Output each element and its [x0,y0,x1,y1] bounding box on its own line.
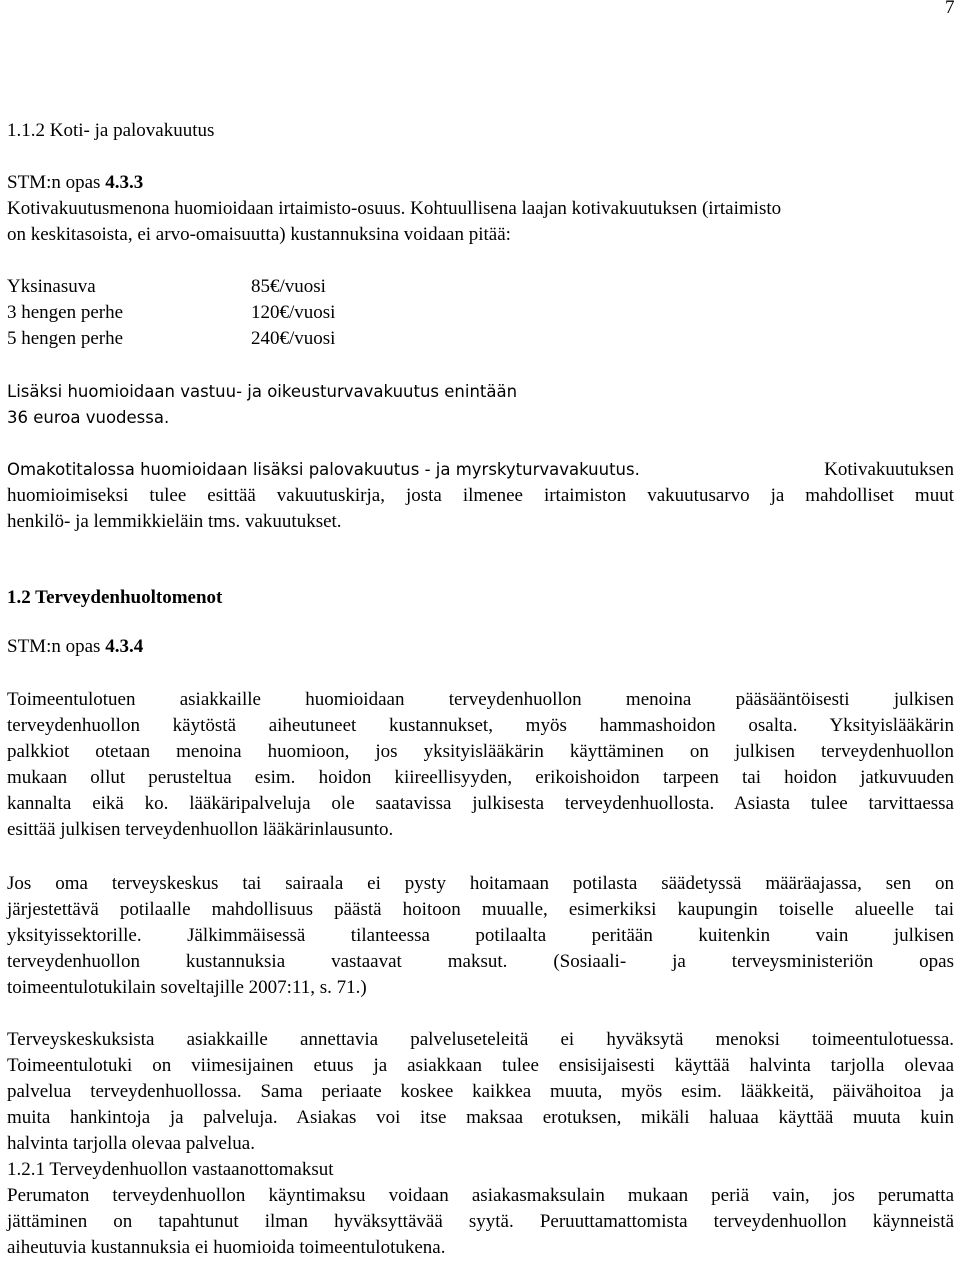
house-insurance-continuation: Kotivakuutuksen [824,459,954,480]
house-insurance-line [7,457,954,483]
guide-reference-number: 4.3.3 [105,172,144,193]
paragraph-line: mukaan ollut perusteltua esim. hoidon kiireellisyyden, erikoishoidon tarpeen tai hoidon jatkuvuuden [7,767,954,788]
paragraph-line: jättäminen on tapahtunut ilman hyväksyttävää syytä. Peruuttamattomista terveydenhuollon käynneistä [7,1211,954,1232]
page-number: 7 [945,0,955,18]
cost-label: Yksinasuva [7,276,96,297]
paragraph-line: toimeentulotukilain soveltajille 2007:11, s. 71.) [7,977,367,998]
guide-reference-prefix: STM:n opas [7,636,106,657]
section-heading-1-2: 1.2 Terveydenhuoltomenot [7,587,223,608]
legal-insurance-line-1: Lisäksi huomioidaan vastuu- ja oikeusturvavakuutus enintään [7,382,518,401]
guide-reference-number: 4.3.4 [105,636,144,657]
guide-reference [7,634,143,660]
paragraph-health-costs [7,687,954,843]
paragraph-appointment-fees [7,1183,954,1261]
paragraph-line: Toimeentulotuki on viimesijainen etuus ja asiakkaan tulee ensisijaisesti käyttää halvinta tarjolla olevaa [7,1055,954,1076]
legal-insurance-line-2: 36 euroa vuodessa. [7,408,170,427]
paragraph-line: yksityissektorille. Jälkimmäisessä tilanteessa potilaalta peritään kuitenkin vain julkisen [7,925,954,946]
intro-line-1: Kotivakuutusmenona huomioidaan irtaimisto-osuus. Kohtuullisena laajan kotivakuutuksen (irtaimisto [7,198,782,219]
intro-line-2: on keskitasoista, ei arvo-omaisuutta) kustannuksina voidaan pitää: [7,224,511,245]
guide-reference-prefix: STM:n opas [7,172,106,193]
paragraph-line: palkkiot otetaan menoina huomioon, jos yksityislääkärin käyttäminen on julkisen terveydenhuollon [7,741,954,762]
cost-value: 240€/vuosi [251,328,336,349]
paragraph-line: aiheutuvia kustannuksia ei huomioida toimeentulotukena. [7,1237,446,1258]
paragraph-line: halvinta tarjolla olevaa palvelua. [7,1133,255,1154]
guide-reference [7,170,143,196]
house-insurance-paragraph [7,483,954,535]
cost-value: 85€/vuosi [251,276,326,297]
paragraph-line: Terveyskeskuksista asiakkaille annettavia palveluseteleitä ei hyväksytä menoksi toimeentulotuessa. [7,1029,954,1050]
cost-label: 5 hengen perhe [7,328,124,349]
paragraph-line: henkilö- ja lemmikkieläin tms. vakuutukset. [7,511,342,532]
paragraph-treatment-guarantee [7,871,954,1001]
paragraph-line: terveydenhuollon käytöstä aiheutuneet kustannukset, myös hammashoidon osalta. Yksityislääkärin [7,715,954,736]
paragraph-line: huomioimiseksi tulee esittää vakuutuskirja, josta ilmenee irtaimiston vakuutusarvo ja mahdolliset muut [7,485,954,506]
paragraph-line: esittää julkisen terveydenhuollon lääkärinlausunto. [7,819,394,840]
paragraph-line: kannalta eikä ko. lääkäripalveluja ole saatavissa julkisesta terveydenhuollosta. Asiasta tulee tarvittaessa [7,793,954,814]
paragraph-line: muita hankintoja ja palveluja. Asiakas voi itse maksaa erotuksen, mikäli haluaa käyttää muuta kuin [7,1107,954,1128]
paragraph-line: terveydenhuollon kustannuksia vastaavat maksut. (Sosiaali- ja terveysministeriön opas [7,951,954,972]
paragraph-line: järjestettävä potilaalle mahdollisuus päästä hoitoon muualle, esimerkiksi kaupungin toiselle alueelle tai [7,899,954,920]
cost-label: 3 hengen perhe [7,302,124,323]
paragraph-line: Perumaton terveydenhuollon käyntimaksu voidaan asiakasmaksulain mukaan periä vain, jos perumatta [7,1185,954,1206]
house-insurance-text: Omakotitalossa huomioidaan lisäksi palovakuutus - ja myrskyturvavakuutus. [7,460,640,479]
paragraph-line: Toimeentulotuen asiakkaille huomioidaan terveydenhuollon menoina pääsääntöisesti julkisen [7,689,954,710]
cost-value: 120€/vuosi [251,302,336,323]
paragraph-line: Jos oma terveyskeskus tai sairaala ei pysty hoitamaan potilasta säädetyssä määräajassa, sen on [7,873,954,894]
section-heading-1-1-2: 1.1.2 Koti- ja palovakuutus [7,120,215,141]
paragraph-service-vouchers [7,1027,954,1157]
paragraph-line: palvelua terveydenhuollossa. Sama periaate koskee kaikkea muuta, myös esim. lääkkeitä, päivähoitoa ja [7,1081,954,1102]
section-heading-1-2-1: 1.2.1 Terveydenhuollon vastaanottomaksut [7,1159,334,1180]
